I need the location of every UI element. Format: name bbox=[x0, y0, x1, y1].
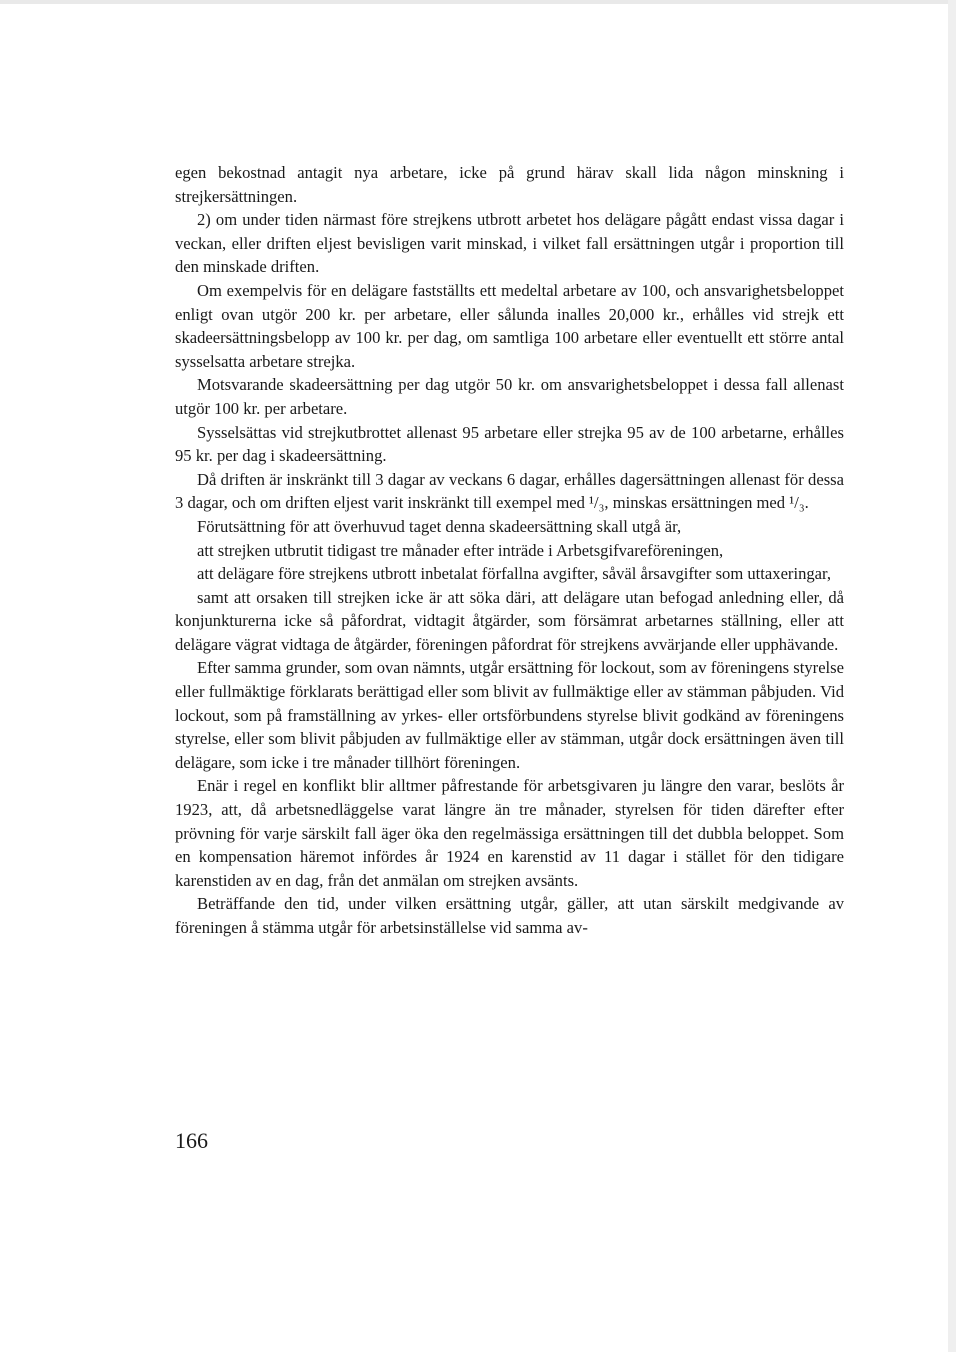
page-number: 166 bbox=[175, 1128, 208, 1153]
paragraph: Då driften är inskränkt till 3 dagar av veckans 6 dagar, erhålles dagersättningen allenast för dessa 3 dagar, och om driften eljest varit inskränkt till exempel med ¹/₃, minskas ersättningen med ¹/₃. bbox=[175, 469, 844, 513]
paragraph: Förutsättning för att överhuvud taget denna skadeersättning skall utgå är, bbox=[197, 516, 682, 536]
paragraph: egen bekostnad antagit nya arbetare, icke på grund härav skall lida någon minskning i strejkersättningen. bbox=[175, 163, 844, 206]
paragraph: Efter samma grunder, som ovan nämnts, utgår ersättning för lockout, som av föreningens styrelse eller fullmäktige förklarats berättigad eller som blivit av fullmäktige eller av stämman påbjuden. Vid lockout, som på framställning av yrkes- eller ortsförbundens styrelse blivit godkänd av föreningens styrelse, eller som blivit påbjuden av fullmäktige eller av stämman, utgår dock ersättningen även till delägare, som icke i tre månader tillhört föreningen. bbox=[175, 658, 844, 772]
paragraph: Motsvarande skadeersättning per dag utgör 50 kr. om ansvarighetsbeloppet i dessa fall allenast utgör 100 kr. per arbetare. bbox=[175, 375, 844, 418]
paragraph: Sysselsättas vid strejkutbrottet allenast 95 arbetare eller strejka 95 av de 100 arbetarne, erhålles 95 kr. per dag i skadeersättning. bbox=[175, 422, 844, 466]
body-text bbox=[175, 161, 844, 940]
paragraph: Enär i regel en konflikt blir alltmer påfrestande för arbetsgivaren ju längre den varar, beslöts år 1923, att, då arbetsnedläggelse varat längre än tre månader, styrelsen för tiden därefter efter prövning för varje särskilt fall äger öka den regelmässiga ersättningen till det dubbla beloppet. Som en kompensation häremot infördes år 1924 en karenstid av 11 dagar i stället för den tidigare karenstiden av en dag, från det anmälan om strejken avsänts. bbox=[175, 776, 844, 890]
scan-edge-right bbox=[948, 0, 956, 1352]
list-item: samt att orsaken till strejken icke är att söka däri, att delägare utan befogad anledning eller, då konjunkturerna icke så påfordrat, vidtagit åtgärder, som försämrat arbetarnes ställning, eller att delägare vägrat vidtaga de åtgärder, föreningen påfordrat för strejkens avvärjande eller upphävande. bbox=[175, 587, 844, 654]
list-item: att delägare före strejkens utbrott inbetalat förfallna avgifter, såväl årsavgifter som uttaxeringar, bbox=[197, 564, 832, 584]
paragraph: Beträffande den tid, under vilken ersättning utgår, gäller, att utan särskilt medgivande av föreningen å stämma utgår för arbetsinställelse vid samma av- bbox=[175, 894, 844, 937]
scan-edge-top bbox=[0, 0, 956, 4]
paragraph: Om exempelvis för en delägare fastställts ett medeltal arbetare av 100, och ansvarighetsbeloppet enligt ovan utgör 200 kr. per arbetare, eller sålunda inalles 20,000 kr., erhålles vid strejk ett skadeersättningsbelopp av 100 kr. per dag, om samtliga 100 arbetare eller eventuellt ett större antal sysselsatta arbetare strejka. bbox=[175, 280, 844, 371]
paragraph: 2) om under tiden närmast före strejkens utbrott arbetet hos delägare pågått endast vissa dagar i veckan, eller driften eljest bevisligen varit minskad, i vilket fall ersättningen utgår i proportion till den minskade driften. bbox=[175, 210, 844, 277]
list-item: att strejken utbrutit tidigast tre månader efter inträde i Arbetsgifvareföreningen, bbox=[197, 540, 724, 560]
